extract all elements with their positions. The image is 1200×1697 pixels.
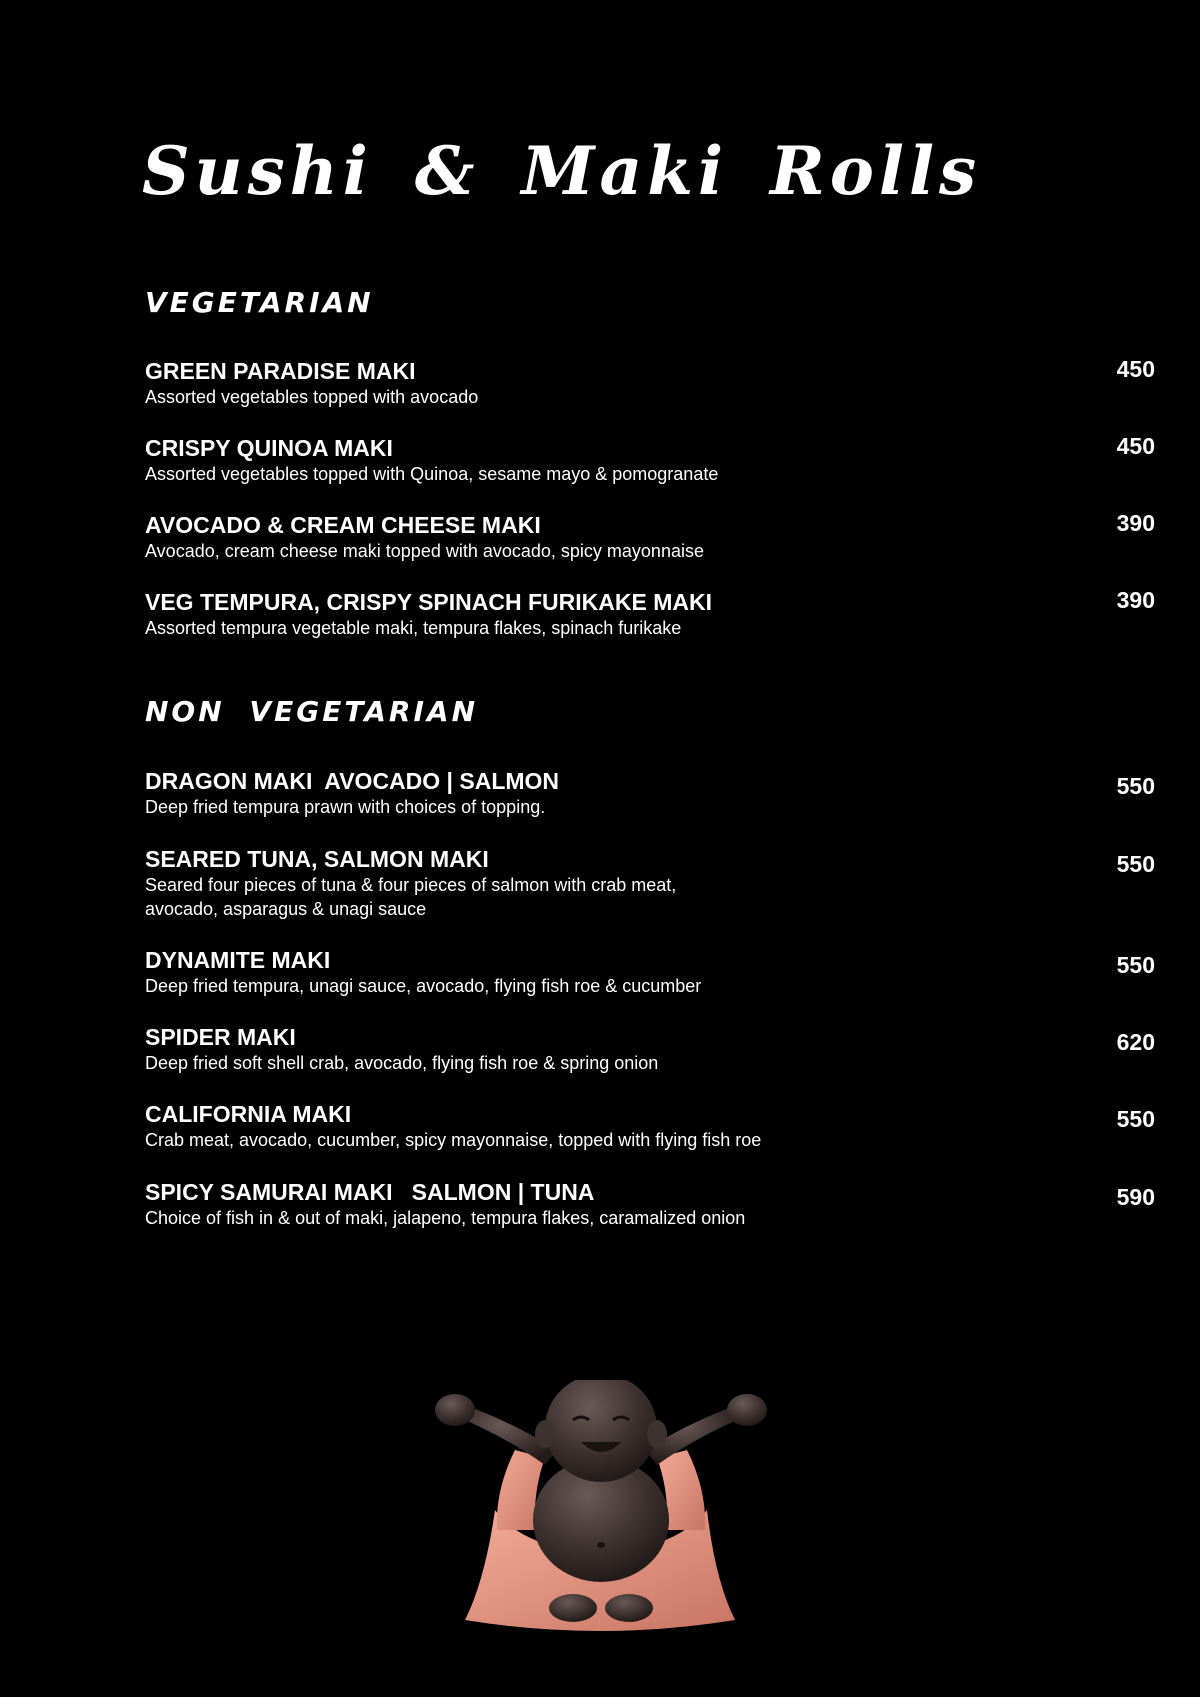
item-name: CALIFORNIA MAKI xyxy=(145,1101,352,1127)
item-price: 390 xyxy=(1116,510,1155,536)
item-name: DYNAMITE MAKI xyxy=(145,947,331,973)
item-price: 390 xyxy=(1116,587,1155,613)
item-description: Deep fried tempura, unagi sauce, avocado, flying fish roe & cucumber xyxy=(145,976,702,996)
section-heading-vegetarian: VEGETARIAN xyxy=(145,286,374,319)
item-name: CRISPY QUINOA MAKI xyxy=(145,435,393,461)
buddha-figurine-image xyxy=(425,1380,775,1640)
menu-title: Sushi & Maki Rolls xyxy=(142,132,982,210)
menu-item xyxy=(145,357,1155,409)
item-price: 450 xyxy=(1116,433,1155,459)
menu-item xyxy=(145,1178,1155,1230)
menu-item xyxy=(145,767,1155,819)
item-description: Choice of fish in & out of maki, jalapeno, tempura flakes, caramalized onion xyxy=(145,1208,746,1228)
item-price: 590 xyxy=(1116,1184,1155,1210)
item-name: DRAGON MAKI AVOCADO | SALMON xyxy=(145,768,560,794)
item-description: Avocado, cream cheese maki topped with avocado, spicy mayonnaise xyxy=(145,541,704,561)
menu-item xyxy=(145,511,1155,563)
item-price: 550 xyxy=(1116,851,1155,877)
menu-item xyxy=(145,845,1155,921)
menu-item xyxy=(145,434,1155,486)
item-description: Deep fried soft shell crab, avocado, flying fish roe & spring onion xyxy=(145,1053,659,1073)
item-name: SPIDER MAKI xyxy=(145,1024,296,1050)
menu-item xyxy=(145,946,1155,998)
item-description: Assorted vegetables topped with Quinoa, sesame mayo & pomogranate xyxy=(145,464,719,484)
item-name: SEARED TUNA, SALMON MAKI xyxy=(145,846,489,872)
item-description: Seared four pieces of tuna & four pieces of salmon with crab meat, avocado, asparagus & unagi sauce xyxy=(145,875,677,919)
menu-item xyxy=(145,1100,1155,1152)
item-description: Assorted tempura vegetable maki, tempura flakes, spinach furikake xyxy=(145,618,682,638)
section-heading-non-vegetarian: NON VEGETARIAN xyxy=(145,695,479,728)
item-name: VEG TEMPURA, CRISPY SPINACH FURIKAKE MAKI xyxy=(145,589,712,615)
item-price: 550 xyxy=(1116,1106,1155,1132)
item-description: Deep fried tempura prawn with choices of topping. xyxy=(145,797,546,817)
item-price: 450 xyxy=(1116,356,1155,382)
item-price: 620 xyxy=(1116,1029,1155,1055)
item-price: 550 xyxy=(1116,952,1155,978)
menu-item xyxy=(145,588,1155,640)
item-price: 550 xyxy=(1116,773,1155,799)
item-name: SPICY SAMURAI MAKI SALMON | TUNA xyxy=(145,1179,595,1205)
item-description: Assorted vegetables topped with avocado xyxy=(145,387,479,407)
item-name: AVOCADO & CREAM CHEESE MAKI xyxy=(145,512,541,538)
menu-item xyxy=(145,1023,1155,1075)
item-name: GREEN PARADISE MAKI xyxy=(145,358,416,384)
item-description: Crab meat, avocado, cucumber, spicy mayonnaise, topped with flying fish roe xyxy=(145,1130,762,1150)
